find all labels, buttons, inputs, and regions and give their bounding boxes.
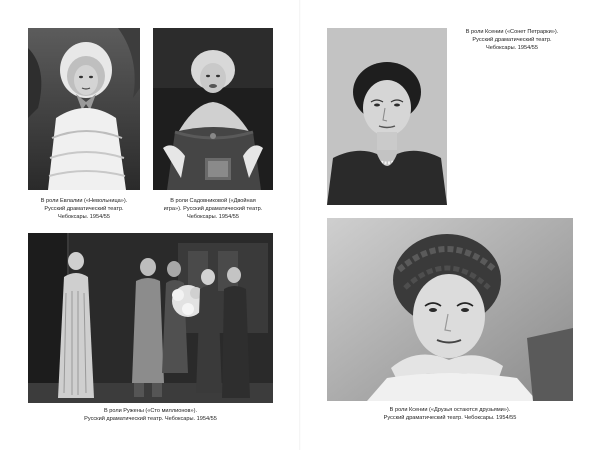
caption-sadovnikova-line-2: игра»). Русский драматический театр. bbox=[163, 206, 263, 213]
photo-ksenia-sonnet bbox=[327, 28, 447, 205]
caption-ruzhena-line-2: Русский драматический театр. Чебоксары. 1954/55 bbox=[84, 416, 217, 423]
caption-evlalia bbox=[28, 197, 140, 222]
caption-sadovnikova-line-1: В роли Садовниковой («Двойная bbox=[170, 198, 256, 204]
caption-ruzhena bbox=[28, 407, 273, 423]
caption-sadovnikova bbox=[153, 197, 273, 222]
caption-ksenia-sonnet-line-2: Русский драматический театр. bbox=[472, 37, 552, 44]
caption-ruzhena-line-1: В роли Ружены («Сто миллионов»). bbox=[103, 408, 198, 414]
caption-evlalia-line-2: Русский драматический театр. bbox=[44, 206, 124, 213]
caption-ksenia-sonnet-line-3: Чебоксары. 1954/55 bbox=[486, 45, 538, 52]
caption-ksenia-friends bbox=[327, 406, 573, 422]
photo-ruzhena bbox=[28, 233, 273, 403]
caption-ksenia-sonnet-line-1: В роли Ксении («Сонет Петрарки»). bbox=[465, 29, 559, 35]
photo-sadovnikova bbox=[153, 28, 273, 190]
photo-ksenia-friends bbox=[327, 218, 573, 401]
caption-ksenia-friends-line-1: В роли Ксении («Друзья остаются друзьями»). bbox=[389, 407, 511, 413]
caption-sadovnikova-line-3: Чебоксары. 1954/55 bbox=[187, 214, 239, 221]
caption-evlalia-line-1: В роли Евлалии («Невольница»). bbox=[40, 198, 128, 204]
page-gutter bbox=[299, 0, 301, 450]
photo-evlalia bbox=[28, 28, 140, 190]
caption-ksenia-friends-line-2: Русский драматический театр. Чебоксары. 1954/55 bbox=[383, 415, 517, 422]
caption-evlalia-line-3: Чебоксары. 1954/55 bbox=[58, 214, 110, 221]
caption-ksenia-sonnet bbox=[452, 28, 572, 53]
